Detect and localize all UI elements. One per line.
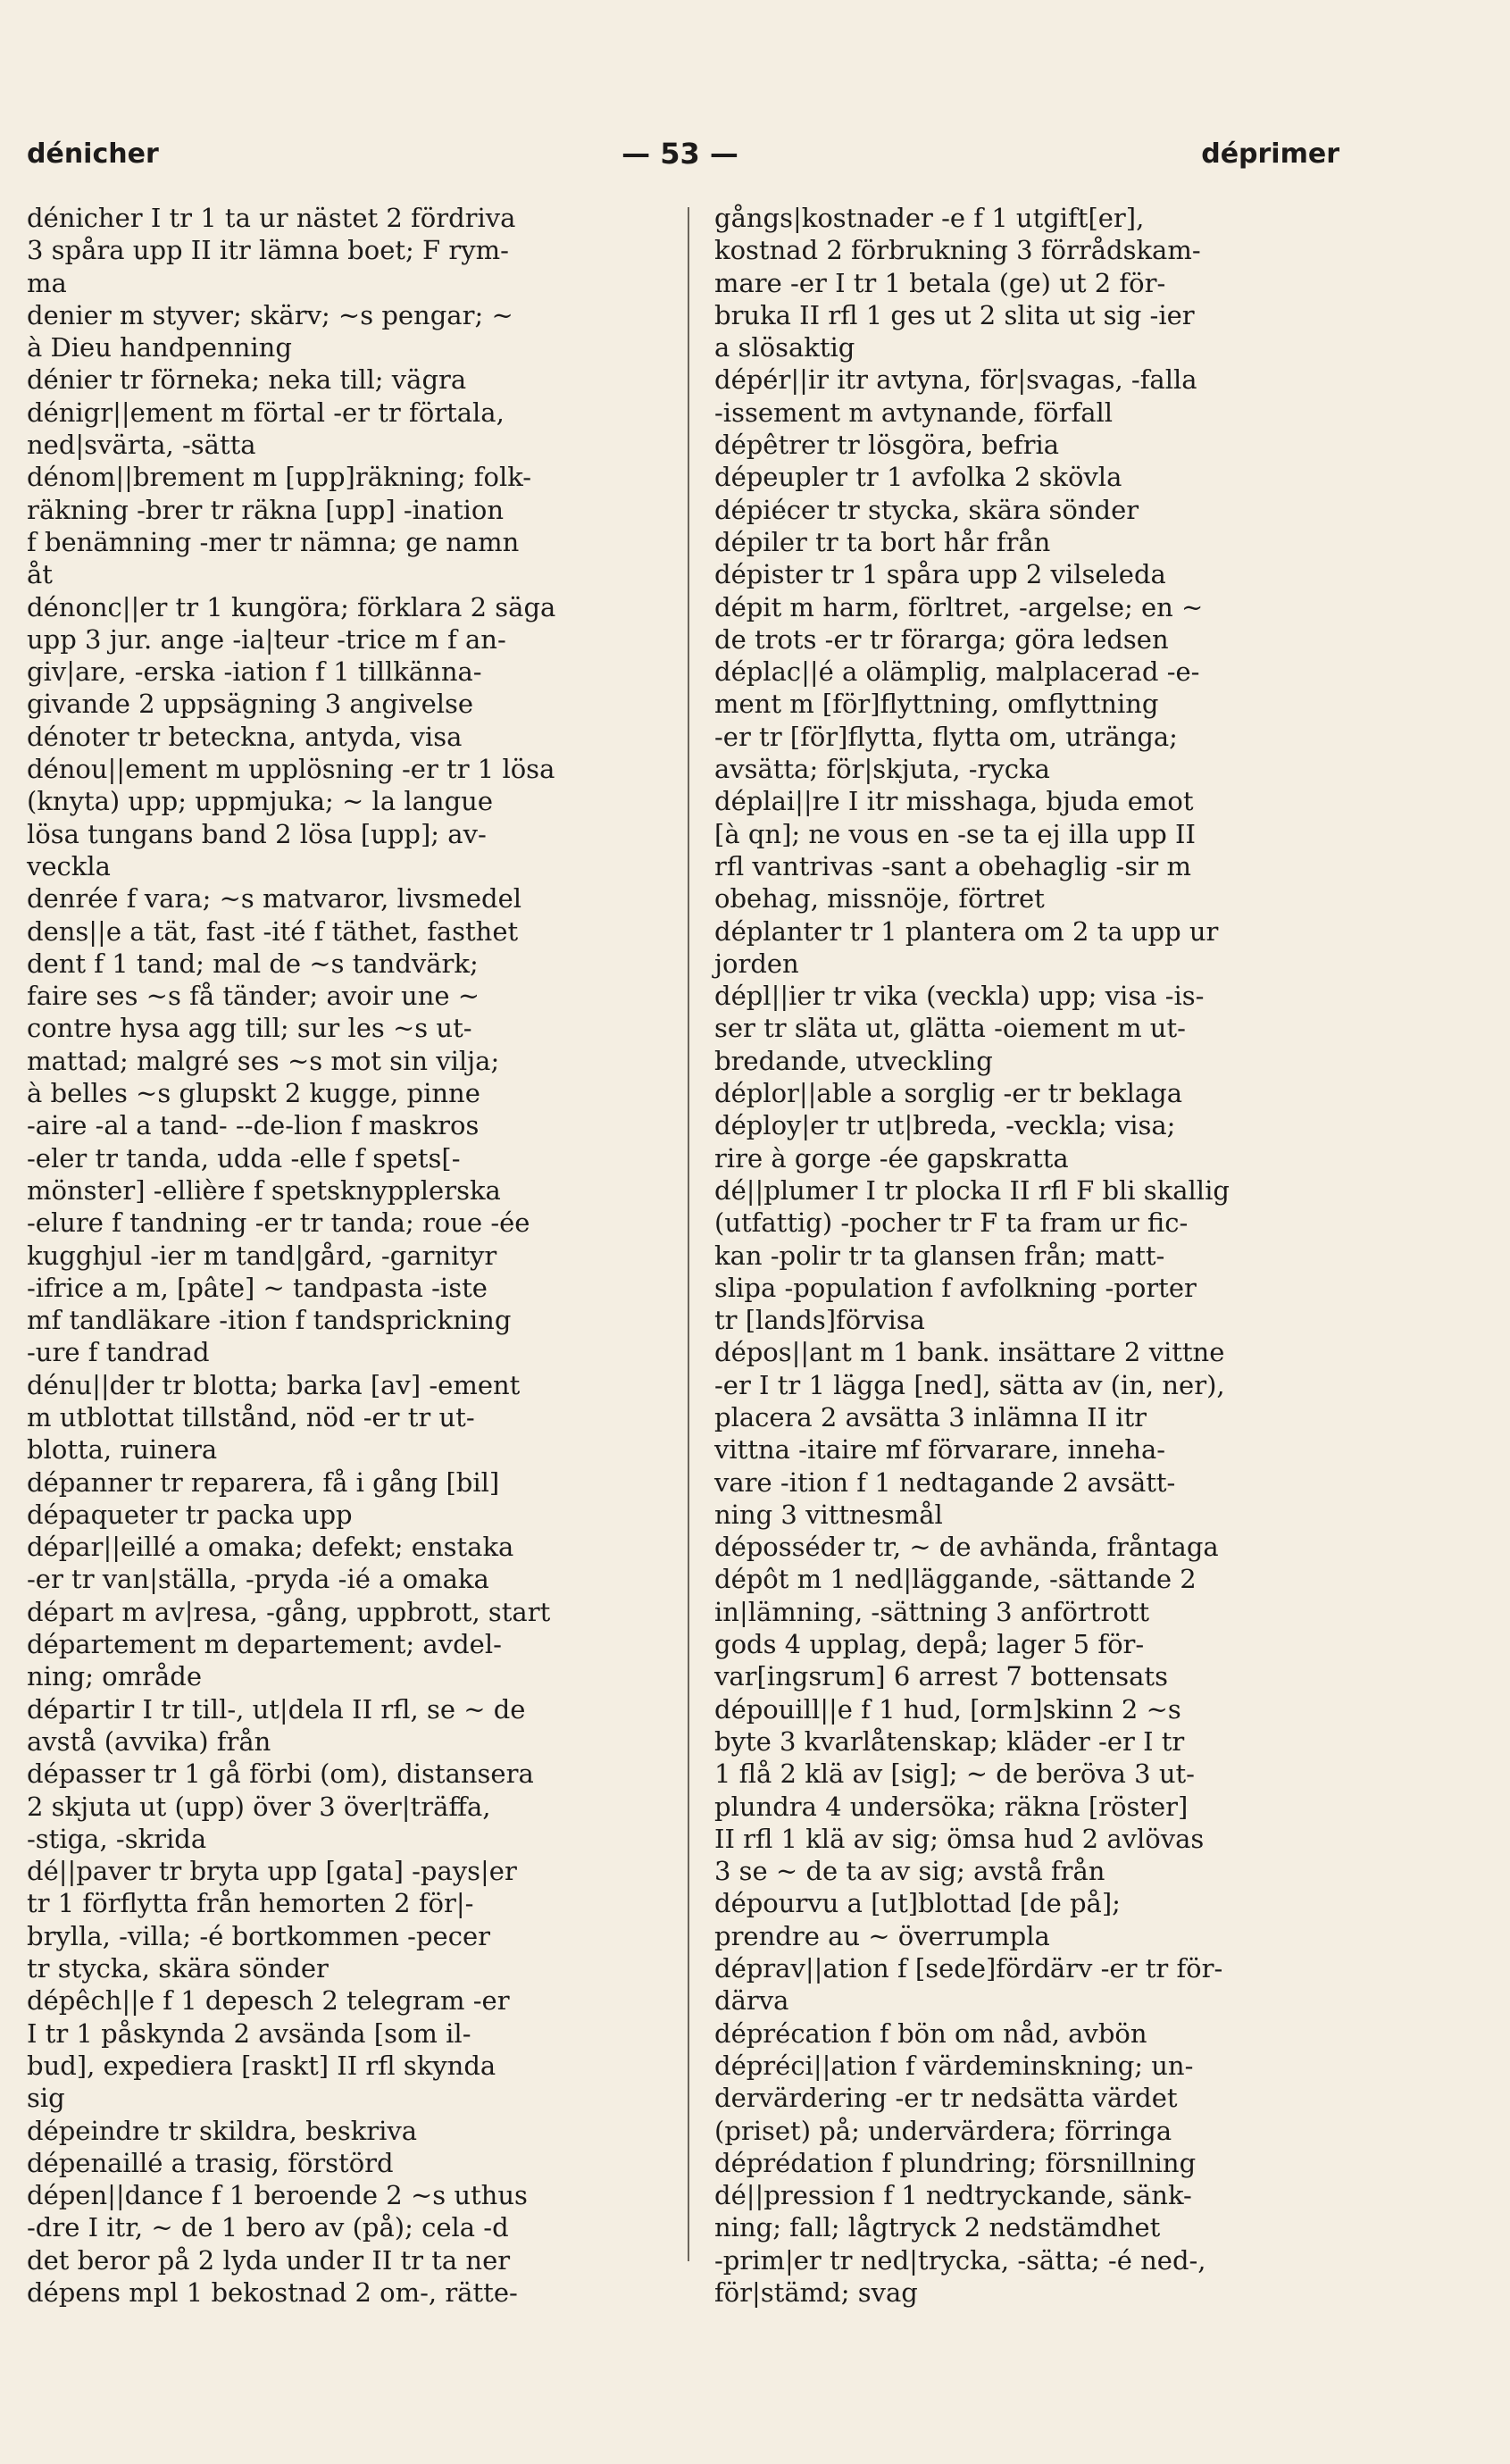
- entry-line: (utfattig) -pocher tr F ta fram ur fic-: [714, 1207, 1189, 1239]
- entry-line: lösa tungans band 2 lösa [upp]; av-: [27, 818, 487, 849]
- entry-line: -stiga, -skrida: [27, 1823, 207, 1854]
- entry-line: tr 1 förflytta från hemorten 2 för|-: [27, 1888, 474, 1919]
- entry-line: denrée f vara; ~s matvaror, livsmedel: [27, 883, 522, 915]
- entry-line: därva: [714, 1985, 789, 2017]
- entry-line: gods 4 upplag, depå; lager 5 för-: [714, 1629, 1145, 1660]
- entry-line: rire à gorge -ée gapskratta: [714, 1142, 1069, 1174]
- entry-line: dé||plumer I tr plocka II rfl F bli skallig: [714, 1174, 1230, 1206]
- entry-line: dépos||ant m 1 bank. insättare 2 vittne: [714, 1337, 1225, 1368]
- entry-line: dépréci||ation f värdeminskning; un-: [714, 2050, 1194, 2081]
- entry-line: départ m av|resa, -gång, uppbrott, start: [27, 1596, 551, 1627]
- entry-line: dépêtrer tr lösgöra, befria: [714, 430, 1060, 461]
- entry-line: ma: [27, 267, 67, 298]
- entry-line: upp 3 jur. ange -ia|teur -trice m f an-: [27, 623, 506, 655]
- entry-line: (priset) på; undervärdera; förringa: [714, 2115, 1172, 2146]
- entry-line: ser tr släta ut, glätta -oiement m ut-: [714, 1013, 1186, 1044]
- entry-line: dépar||eillé a omaka; defekt; enstaka: [27, 1532, 514, 1563]
- column-divider: [688, 207, 689, 2261]
- entry-line: giv|are, -erska -iation f 1 tillkänna-: [27, 656, 482, 688]
- entry-line: bredande, utveckling: [714, 1045, 993, 1076]
- entry-line: ment m [för]flyttning, omflyttning: [714, 689, 1159, 720]
- entry-line: -eler tr tanda, udda -elle f spets[-: [27, 1142, 461, 1174]
- entry-line: à belles ~s glupskt 2 kugge, pinne: [27, 1078, 480, 1109]
- entry-line: tr stycka, skära sönder: [27, 1953, 329, 1984]
- page-header: [27, 132, 1339, 175]
- entry-line: avsätta; för|skjuta, -rycka: [714, 754, 1050, 785]
- entry-line: sig: [27, 2083, 65, 2114]
- entry-line: dépiécer tr stycka, skära sönder: [714, 494, 1139, 525]
- entry-line: dépiler tr ta bort hår från: [714, 526, 1051, 557]
- entry-line: dénoter tr beteckna, antyda, visa: [27, 721, 463, 752]
- entry-line: kostnad 2 förbrukning 3 förrådskam-: [714, 235, 1201, 266]
- entry-line: plundra 4 undersöka; räkna [röster]: [714, 1791, 1189, 1822]
- entry-line: ning 3 vittnesmål: [714, 1499, 943, 1530]
- page-number: — 53 —: [622, 137, 738, 171]
- entry-line: 1 flå 2 klä av [sig]; ~ de beröva 3 ut-: [714, 1758, 1195, 1790]
- entry-line: déprécation f bön om nåd, avbön: [714, 2017, 1147, 2049]
- entry-line: kan -polir tr ta glansen från; matt-: [714, 1240, 1165, 1271]
- left-guide-word: dénicher: [27, 138, 159, 170]
- entry-line: déplanter tr 1 plantera om 2 ta upp ur: [714, 915, 1219, 947]
- entry-line: dépêch||e f 1 depesch 2 telegram -er: [27, 1985, 510, 2017]
- entry-line: vittna -itaire mf förvarare, inneha-: [714, 1434, 1166, 1466]
- entry-line: -dre I itr, ~ de 1 bero av (på); cela -d: [27, 2212, 509, 2243]
- entry-line: I tr 1 påskynda 2 avsända [som il-: [27, 2017, 471, 2049]
- entry-line: byte 3 kvarlåtenskap; kläder -er I tr: [714, 1725, 1185, 1757]
- left-column: [27, 202, 670, 2309]
- entry-line: contre hysa agg till; sur les ~s ut-: [27, 1013, 472, 1044]
- entry-line: slipa -population f avfolkning -porter: [714, 1272, 1197, 1303]
- entry-line: tr [lands]förvisa: [714, 1305, 925, 1336]
- entry-line: dénom||brement m [upp]räkning; folk-: [27, 462, 532, 493]
- entry-line: prendre au ~ överrumpla: [714, 1920, 1050, 1951]
- entry-line: déplor||able a sorglig -er tr beklaga: [714, 1078, 1183, 1109]
- entry-line: denier m styver; skärv; ~s pengar; ~: [27, 299, 513, 330]
- entry-line: bruka II rfl 1 ges ut 2 slita ut sig -ier: [714, 299, 1195, 330]
- entry-line: dens||e a tät, fast -ité f täthet, fasthet: [27, 915, 519, 947]
- entry-line: veckla: [27, 850, 111, 881]
- entry-line: f benämning -mer tr nämna; ge namn: [27, 526, 520, 557]
- entry-line: dépit m harm, förltret, -argelse; en ~: [714, 591, 1204, 622]
- entry-line: mönster] -ellière f spetsknypplerska: [27, 1174, 501, 1206]
- entry-line: dépér||ir itr avtyna, för|svagas, -falla: [714, 364, 1197, 396]
- entry-line: dé||paver tr bryta upp [gata] -pays|er: [27, 1856, 517, 1887]
- entry-line: déprav||ation f [sede]fördärv -er tr för-: [714, 1953, 1223, 1984]
- entry-line: dénou||ement m upplösning -er tr 1 lösa: [27, 754, 555, 785]
- entry-line: dépenaillé a trasig, förstörd: [27, 2147, 394, 2178]
- entry-line: dé||pression f 1 nedtryckande, sänk-: [714, 2180, 1192, 2211]
- entry-line: ned|svärta, -sätta: [27, 430, 256, 461]
- entry-line: 3 spåra upp II itr lämna boet; F rym-: [27, 235, 509, 266]
- entry-line: dépasser tr 1 gå förbi (om), distansera: [27, 1758, 534, 1790]
- entry-line: dénu||der tr blotta; barka [av] -ement: [27, 1369, 521, 1400]
- entry-line: déposséder tr, ~ de avhända, fråntaga: [714, 1532, 1219, 1563]
- entry-line: -ifrice a m, [pâte] ~ tandpasta -iste: [27, 1272, 488, 1303]
- right-column: [714, 202, 1348, 2309]
- entry-line: à Dieu handpenning: [27, 332, 292, 363]
- entry-line: -issement m avtynande, förfall: [714, 397, 1114, 428]
- entry-line: dénier tr förneka; neka till; vägra: [27, 364, 467, 396]
- entry-line: déprédation f plundring; försnillning: [714, 2147, 1197, 2178]
- entry-line: dépister tr 1 spåra upp 2 vilseleda: [714, 559, 1166, 590]
- entry-line: -aire -al a tand- --de-lion f maskros: [27, 1110, 480, 1141]
- entry-line: dénonc||er tr 1 kungöra; förklara 2 säga: [27, 591, 556, 622]
- entry-line: déplac||é a olämplig, malplacerad -e-: [714, 656, 1200, 688]
- entry-line: blotta, ruinera: [27, 1434, 218, 1466]
- entry-line: dent f 1 tand; mal de ~s tandvärk;: [27, 948, 479, 979]
- entry-line: déploy|er tr ut|breda, -veckla; visa;: [714, 1110, 1176, 1141]
- entry-line: -prim|er tr ned|trycka, -sätta; -é ned-,: [714, 2244, 1206, 2276]
- entry-line: givande 2 uppsägning 3 angivelse: [27, 689, 474, 720]
- entry-line: mare -er I tr 1 betala (ge) ut 2 för-: [714, 267, 1166, 298]
- entry-line: mf tandläkare -ition f tandsprickning: [27, 1305, 512, 1336]
- entry-line: dénicher I tr 1 ta ur nästet 2 fördriva: [27, 203, 516, 233]
- entry-line: -er tr van|ställa, -pryda -ié a omaka: [27, 1564, 489, 1595]
- entry-line: dépeupler tr 1 avfolka 2 skövla: [714, 462, 1122, 493]
- entry-line: dépen||dance f 1 beroende 2 ~s uthus: [27, 2180, 528, 2211]
- entry-line: dénigr||ement m förtal -er tr förtala,: [27, 397, 505, 428]
- entry-line: faire ses ~s få tänder; avoir une ~: [27, 981, 480, 1012]
- entry-line: det beror på 2 lyda under II tr ta ner: [27, 2244, 511, 2276]
- entry-line: kugghjul -ier m tand|gård, -garnityr: [27, 1240, 497, 1271]
- entry-line: dépourvu a [ut]blottad [de på];: [714, 1888, 1121, 1919]
- entry-line: -ure f tandrad: [27, 1337, 210, 1368]
- entry-line: rfl vantrivas -sant a obehaglig -sir m: [714, 850, 1191, 881]
- entry-line: brylla, -villa; -é bortkommen -pecer: [27, 1920, 490, 1951]
- entry-line: département m departement; avdel-: [27, 1629, 502, 1660]
- entry-line: a slösaktig: [714, 332, 855, 363]
- entry-line: ning; fall; lågtryck 2 nedstämdhet: [714, 2212, 1161, 2243]
- entry-line: mattad; malgré ses ~s mot sin vilja;: [27, 1045, 500, 1076]
- entry-line: ning; område: [27, 1661, 203, 1692]
- entry-line: dépl||ier tr vika (veckla) upp; visa -is-: [714, 981, 1205, 1012]
- entry-line: dervärdering -er tr nedsätta värdet: [714, 2083, 1178, 2114]
- entry-line: jorden: [714, 948, 799, 979]
- entry-line: vare -ition f 1 nedtagande 2 avsätt-: [714, 1466, 1176, 1498]
- entry-line: in|lämning, -sättning 3 anförtrott: [714, 1596, 1150, 1627]
- entry-line: (knyta) upp; uppmjuka; ~ la langue: [27, 786, 493, 817]
- entry-line: départir I tr till-, ut|dela II rfl, se ~ de: [27, 1693, 526, 1725]
- entry-line: -elure f tandning -er tr tanda; roue -ée: [27, 1207, 530, 1239]
- entry-line: dépaqueter tr packa upp: [27, 1499, 353, 1530]
- right-guide-word: déprimer: [1201, 138, 1339, 170]
- entry-line: placera 2 avsätta 3 inlämna II itr: [714, 1401, 1147, 1432]
- entry-line: m utblottat tillstånd, nöd -er tr ut-: [27, 1401, 475, 1432]
- entry-line: gångs|kostnader -e f 1 utgift[er],: [714, 203, 1145, 233]
- entry-line: var[ingsrum] 6 arrest 7 bottensats: [714, 1661, 1168, 1692]
- entry-line: obehag, missnöje, förtret: [714, 883, 1045, 915]
- entry-line: åt: [27, 559, 53, 590]
- entry-line: de trots -er tr förarga; göra ledsen: [714, 623, 1169, 655]
- entry-line: II rfl 1 klä av sig; ömsa hud 2 avlövas: [714, 1823, 1205, 1854]
- entry-line: bud], expediera [raskt] II rfl skynda: [27, 2050, 496, 2081]
- entry-line: déplai||re I itr misshaga, bjuda emot: [714, 786, 1194, 817]
- entry-line: dépanner tr reparera, få i gång [bil]: [27, 1466, 500, 1498]
- entry-line: för|stämd; svag: [714, 2277, 918, 2308]
- entry-line: dépouill||e f 1 hud, [orm]skinn 2 ~s: [714, 1693, 1181, 1725]
- entry-line: -er tr [för]flytta, flytta om, utränga;: [714, 721, 1178, 752]
- entry-line: dépeindre tr skildra, beskriva: [27, 2115, 418, 2146]
- entry-line: 3 se ~ de ta av sig; avstå från: [714, 1856, 1105, 1887]
- entry-line: avstå (avvika) från: [27, 1725, 271, 1757]
- entry-line: [à qn]; ne vous en -se ta ej illa upp II: [714, 818, 1196, 849]
- entry-line: dépôt m 1 ned|läggande, -sättande 2: [714, 1564, 1197, 1595]
- entry-line: 2 skjuta ut (upp) över 3 över|träffa,: [27, 1791, 491, 1822]
- entry-line: räkning -brer tr räkna [upp] -ination: [27, 494, 505, 525]
- entry-line: dépens mpl 1 bekostnad 2 om-, rätte-: [27, 2277, 518, 2308]
- entry-line: -er I tr 1 lägga [ned], sätta av (in, ner),: [714, 1369, 1225, 1400]
